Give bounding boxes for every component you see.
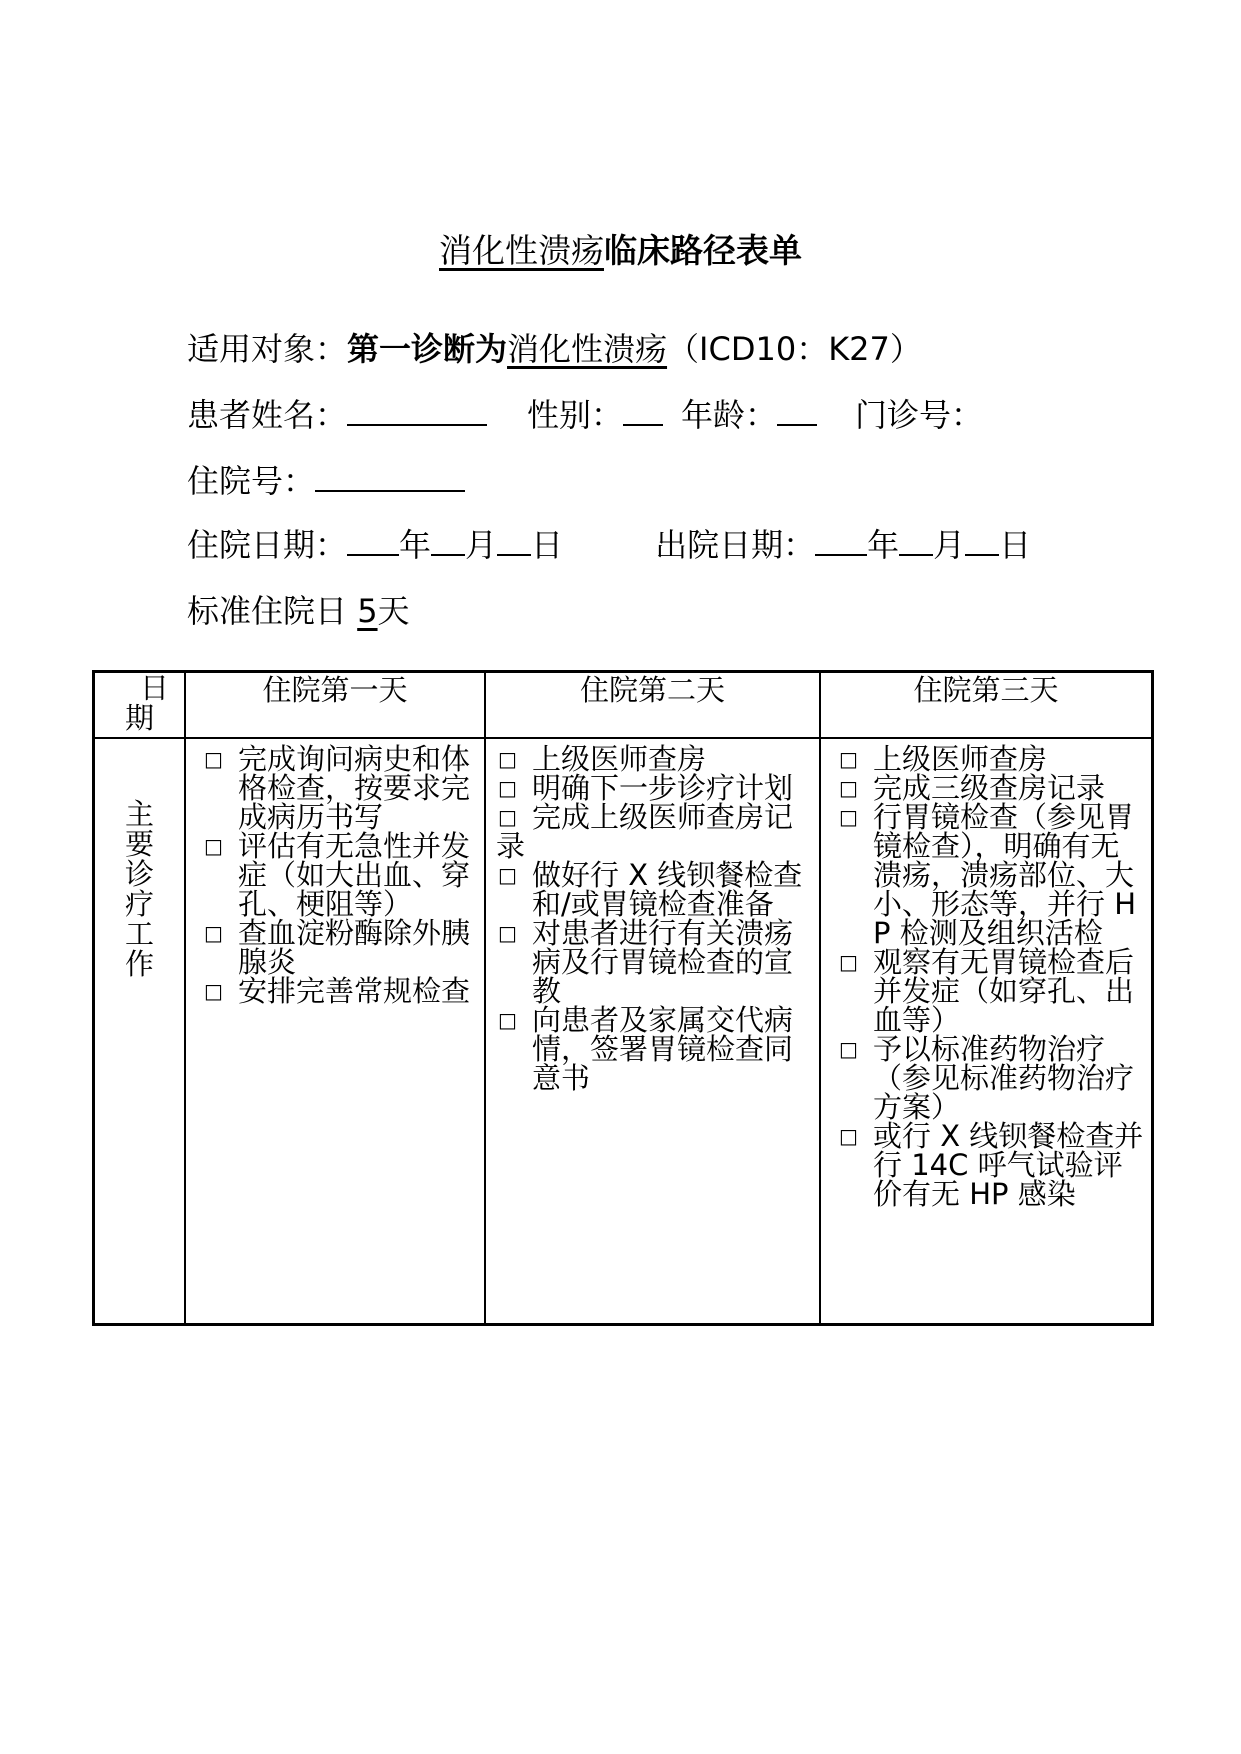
discharge-year-field[interactable] xyxy=(815,524,867,556)
checkbox-icon[interactable]: □ xyxy=(839,776,858,800)
admit-day-field[interactable] xyxy=(497,524,531,556)
checkbox-icon[interactable]: □ xyxy=(498,1008,517,1032)
list-item xyxy=(496,771,813,805)
item-text: 完成三级查房记录 xyxy=(873,771,1106,805)
item-text: 查血淀粉酶除外胰腺炎 xyxy=(238,916,471,979)
item-text: 安排完善常规检查 xyxy=(238,974,471,1008)
list-item xyxy=(496,858,813,921)
main-work-row xyxy=(94,738,1152,1324)
item-text: 上级医师查房 xyxy=(873,742,1048,776)
list-item xyxy=(496,800,813,863)
month-unit: 月 xyxy=(933,526,966,564)
list-item xyxy=(831,1032,1145,1124)
list-item xyxy=(831,771,1145,805)
list-item xyxy=(831,1119,1145,1211)
item-text: 对患者进行有关溃疡病及行胃镜检查的宣教 xyxy=(532,916,794,1008)
discharge-month-field[interactable] xyxy=(899,524,933,556)
checkbox-icon[interactable]: □ xyxy=(204,921,223,945)
day1-list xyxy=(186,739,484,1006)
list-item xyxy=(831,742,1145,776)
year-unit: 年 xyxy=(399,526,432,564)
checkbox-icon[interactable]: □ xyxy=(498,863,517,887)
list-item xyxy=(196,829,478,921)
name-field[interactable] xyxy=(347,394,487,426)
target-label: 适用对象： xyxy=(187,330,348,368)
pathway-table xyxy=(92,670,1154,1326)
item-text: 明确下一步诊疗计划 xyxy=(532,771,794,805)
day3-cell xyxy=(820,738,1152,1324)
day1-cell xyxy=(185,738,485,1324)
checkbox-icon[interactable]: □ xyxy=(839,805,858,829)
day-unit: 日 xyxy=(531,526,564,564)
row-label-char: 作 xyxy=(124,947,154,981)
day2-header: 住院第二天 xyxy=(485,672,820,738)
item-text: 行胃镜检查（参见胃镜检查），明确有无溃疡，溃疡部位、大小、形态等，并行 HP 检测及组织活检 xyxy=(873,800,1137,950)
admit-year-field[interactable] xyxy=(347,524,399,556)
day2-list xyxy=(486,739,819,1093)
title-suffix: 临床路径表单 xyxy=(604,231,802,270)
clinic-label: 门诊号： xyxy=(855,396,984,434)
day3-list xyxy=(821,739,1151,1209)
checkbox-icon[interactable]: □ xyxy=(498,747,517,771)
sex-label: 性别： xyxy=(527,396,624,434)
list-item xyxy=(496,742,813,776)
list-item xyxy=(196,742,478,834)
list-item xyxy=(196,916,478,979)
date-header-char-1: 日 xyxy=(139,671,169,705)
list-item xyxy=(831,945,1145,1037)
item-text: 或行 X 线钡餐检查并行 14C 呼气试验评价有无 HP 感染 xyxy=(873,1119,1144,1211)
checkbox-icon[interactable]: □ xyxy=(204,747,223,771)
item-text: 予以标准药物治疗（参见标准药物治疗方案） xyxy=(873,1032,1135,1124)
item-text: 上级医师查房 xyxy=(532,742,707,776)
checkbox-icon[interactable]: □ xyxy=(204,834,223,858)
standard-unit: 天 xyxy=(377,592,410,630)
row-label-char: 工 xyxy=(124,917,154,951)
discharge-label: 出院日期： xyxy=(655,526,816,564)
checkbox-icon[interactable]: □ xyxy=(498,921,517,945)
sex-field[interactable] xyxy=(623,394,663,426)
day-unit: 日 xyxy=(999,526,1032,564)
item-text: 向患者及家属交代病情，签署胃镜检查同意书 xyxy=(532,1003,794,1095)
form-title xyxy=(0,228,1241,274)
item-text: 观察有无胃镜检查后并发症（如穿孔、出血等） xyxy=(873,945,1135,1037)
checkbox-icon[interactable]: □ xyxy=(204,979,223,1003)
list-item xyxy=(196,974,478,1008)
admit-month-field[interactable] xyxy=(431,524,465,556)
date-header xyxy=(94,672,185,738)
list-item xyxy=(831,800,1145,950)
patient-line xyxy=(187,392,983,438)
standard-stay-line xyxy=(187,588,410,634)
checkbox-icon[interactable]: □ xyxy=(839,1124,858,1148)
list-item xyxy=(496,1003,813,1095)
list-item xyxy=(496,916,813,1008)
row-label-char: 诊 xyxy=(124,857,154,891)
dates-line xyxy=(187,522,1031,568)
item-text: 完成上级医师查房记录 xyxy=(496,800,794,863)
item-text: 完成询问病史和体格检查，按要求完成病历书写 xyxy=(238,742,471,834)
inpatient-label: 住院号： xyxy=(187,462,316,500)
target-code: （ICD10：K27） xyxy=(667,330,922,368)
standard-label: 标准住院日 xyxy=(187,592,348,630)
name-label: 患者姓名： xyxy=(187,396,348,434)
month-unit: 月 xyxy=(465,526,498,564)
inpatient-field[interactable] xyxy=(315,460,465,492)
age-label: 年龄： xyxy=(681,396,778,434)
target-disease: 消化性溃疡 xyxy=(507,330,668,368)
checkbox-icon[interactable]: □ xyxy=(839,1037,858,1061)
checkbox-icon[interactable]: □ xyxy=(839,950,858,974)
row-label-char: 主 xyxy=(124,797,154,831)
day3-header: 住院第三天 xyxy=(820,672,1152,738)
inpatient-line xyxy=(187,458,465,504)
title-disease: 消化性溃疡 xyxy=(439,231,604,270)
target-bold: 第一诊断为 xyxy=(347,330,508,368)
header-row xyxy=(94,672,1152,738)
admit-label: 住院日期： xyxy=(187,526,348,564)
date-header-char-2: 期 xyxy=(124,701,154,735)
day2-cell xyxy=(485,738,820,1324)
item-text: 做好行 X 线钡餐检查和/或胃镜检查准备 xyxy=(532,858,803,921)
age-field[interactable] xyxy=(777,394,817,426)
checkbox-icon[interactable]: □ xyxy=(839,747,858,771)
row-label xyxy=(94,738,185,1324)
checkbox-icon[interactable]: □ xyxy=(498,776,517,800)
discharge-day-field[interactable] xyxy=(965,524,999,556)
row-label-char: 疗 xyxy=(124,887,154,921)
day1-header: 住院第一天 xyxy=(185,672,485,738)
row-label-char: 要 xyxy=(124,827,154,861)
standard-value: 5 xyxy=(357,592,378,630)
item-text: 评估有无急性并发症（如大出血、穿孔、梗阻等） xyxy=(238,829,471,921)
target-line xyxy=(187,326,922,372)
year-unit: 年 xyxy=(867,526,900,564)
checkbox-icon[interactable]: □ xyxy=(498,805,517,829)
